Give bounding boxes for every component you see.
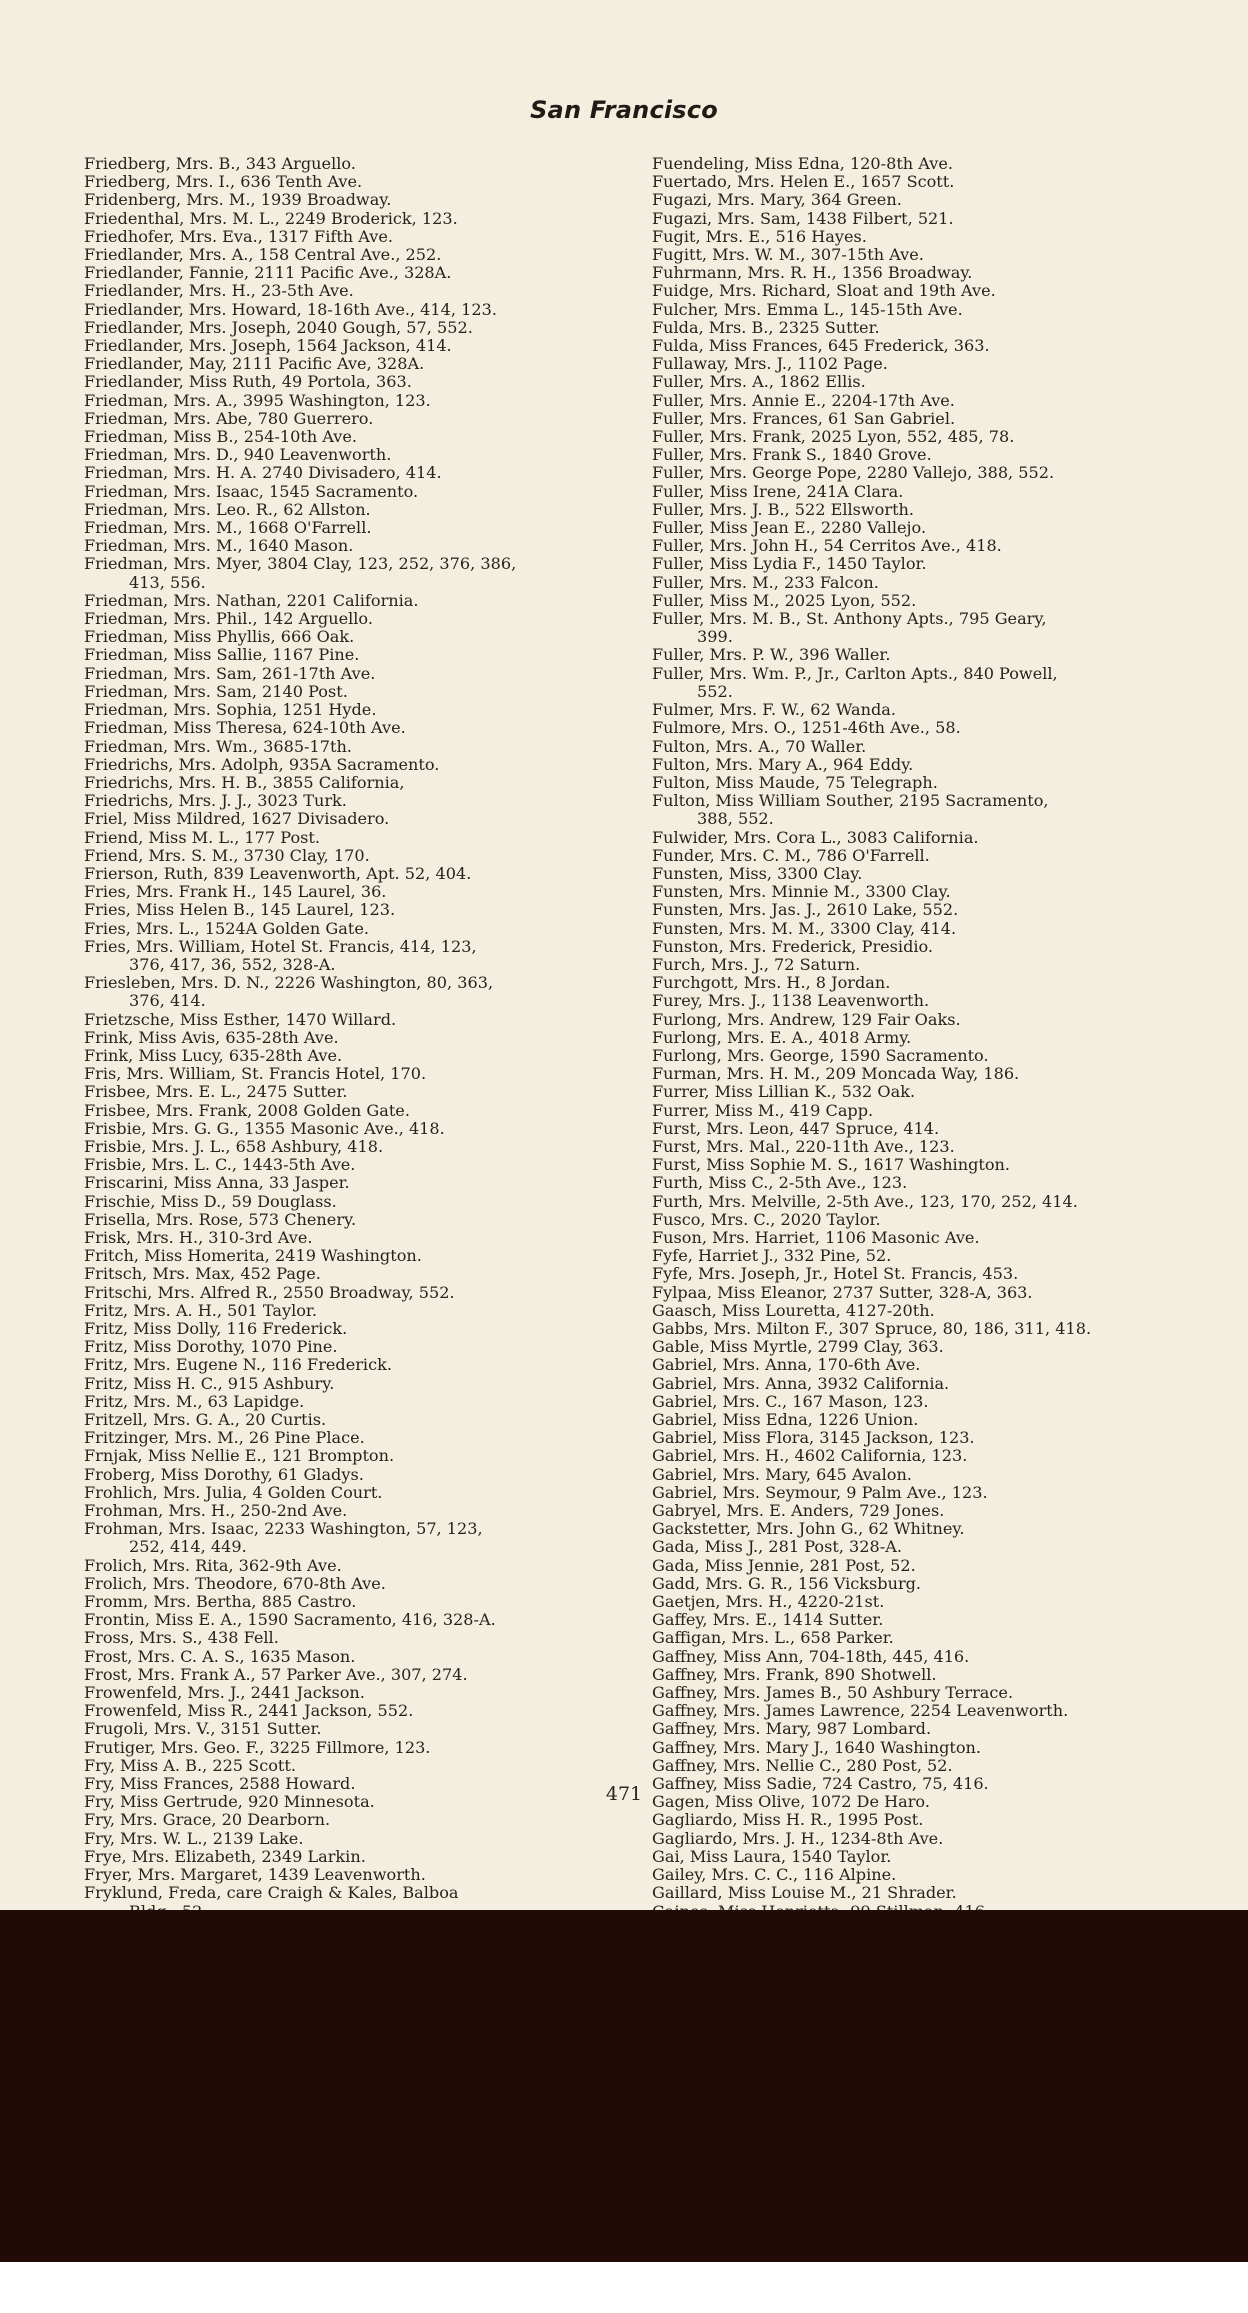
directory-entry: Gaffney, Mrs. James Lawrence, 2254 Leavenworth. [652,1701,1069,1721]
directory-entry: Gaasch, Miss Louretta, 4127-20th. [652,1300,935,1320]
directory-entry: Fross, Mrs. S., 438 Fell. [84,1628,279,1648]
directory-entry: Friedman, Miss Phyllis, 666 Oak. [84,627,355,647]
directory-entry: Fuller, Mrs. J. B., 522 Ellsworth. [652,499,915,519]
directory-entry: Gaffney, Mrs. Frank, 890 Shotwell. [652,1664,937,1684]
directory-entry: Frohlich, Mrs. Julia, 4 Golden Court. [84,1482,383,1502]
directory-entry: Friedrichs, Mrs. J. J., 3023 Turk. [84,791,347,811]
directory-entry: Furst, Miss Sophie M. S., 1617 Washington. [652,1155,1011,1175]
directory-entry: Friedman, Mrs. Abe, 780 Guerrero. [84,408,374,428]
directory-entry: Frink, Miss Lucy, 635-28th Ave. [84,1045,343,1065]
directory-entry: Friedlander, Mrs. A., 158 Central Ave., 252. [84,245,442,265]
directory-entry: Fuertado, Mrs. Helen E., 1657 Scott. [652,172,955,192]
directory-entry: Furlong, Mrs. George, 1590 Sacramento. [652,1045,989,1065]
directory-entry: Friedman, Mrs. Myer, 3804 Clay, 123, 252, 376, 386, 413, 556. [84,554,517,592]
directory-entry: Furey, Mrs. J., 1138 Leavenworth. [652,991,930,1011]
directory-entry: Friscarini, Miss Anna, 33 Jasper. [84,1173,350,1193]
directory-entry: Fritch, Miss Homerita, 2419 Washington. [84,1246,422,1266]
directory-entry: Friedlander, May, 2111 Pacific Ave, 328A. [84,354,425,374]
directory-entry: Frisella, Mrs. Rose, 573 Chenery. [84,1209,357,1229]
directory-entry: Furman, Mrs. H. M., 209 Moncada Way, 186. [652,1064,1020,1084]
directory-entry: Gada, Miss J., 281 Post, 328-A. [652,1537,902,1557]
directory-entry: Furth, Mrs. Melville, 2-5th Ave., 123, 170, 252, 414. [652,1191,1078,1211]
directory-entry: Gaffey, Mrs. E., 1414 Sutter. [652,1610,884,1630]
directory-entry: Gabriel, Miss Flora, 3145 Jackson, 123. [652,1428,975,1448]
directory-entry: Fulton, Miss William Souther, 2195 Sacramento, 388, 552. [652,791,1049,829]
directory-entry: Frietzsche, Miss Esther, 1470 Willard. [84,1009,397,1029]
directory-entry: Gada, Miss Jennie, 281 Post, 52. [652,1555,916,1575]
directory-entry: Friedlander, Miss Ruth, 49 Portola, 363. [84,372,412,392]
directory-entry: Furrer, Miss M., 419 Capp. [652,1100,874,1120]
directory-entry: Fry, Mrs. Grace, 20 Dearborn. [84,1810,331,1830]
directory-entry: Gagen, Miss Olive, 1072 De Haro. [652,1792,930,1812]
directory-entry: Gabryel, Mrs. E. Anders, 729 Jones. [652,1501,945,1521]
directory-entry: Friedlander, Fannie, 2111 Pacific Ave., 328A. [84,263,452,283]
directory-entry: Friedman, Mrs. M., 1640 Mason. [84,536,354,556]
directory-entry: Frolich, Mrs. Rita, 362-9th Ave. [84,1555,342,1575]
directory-entry: Gaffney, Mrs. Mary, 987 Lombard. [652,1719,932,1739]
directory-entry: Friedman, Mrs. Sam, 261-17th Ave. [84,663,376,683]
directory-entry: Gaffney, Mrs. Mary J., 1640 Washington. [652,1737,982,1757]
directory-entry: Frohman, Mrs. H., 250-2nd Ave. [84,1501,348,1521]
directory-entry: Fulton, Mrs. A., 70 Waller. [652,736,867,756]
directory-entry: Gai, Miss Laura, 1540 Taylor. [652,1846,892,1866]
directory-entry: Fromm, Mrs. Bertha, 885 Castro. [84,1592,357,1612]
directory-entry: Fylpaa, Miss Eleanor, 2737 Sutter, 328-A, 363. [652,1282,1033,1302]
directory-entry: Fries, Miss Helen B., 145 Laurel, 123. [84,900,396,920]
directory-entry: Fulwider, Mrs. Cora L., 3083 California. [652,827,979,847]
directory-entry: Fugit, Mrs. E., 516 Hayes. [652,226,867,246]
directory-entry: Frost, Mrs. C. A. S., 1635 Mason. [84,1646,356,1666]
directory-entry: Friedman, Mrs. Sophia, 1251 Hyde. [84,700,377,720]
directory-entry: Fulda, Mrs. B., 2325 Sutter. [652,317,880,337]
directory-entry: Fryer, Mrs. Margaret, 1439 Leavenworth. [84,1865,426,1885]
directory-entry: Frowenfeld, Miss R., 2441 Jackson, 552. [84,1701,414,1721]
directory-entry: Fuendeling, Miss Edna, 120-8th Ave. [652,154,953,173]
directory-entry: Fugitt, Mrs. W. M., 307-15th Ave. [652,245,924,265]
scan-border [0,2262,1248,2313]
scanner-backing [0,1910,1248,2313]
directory-entry: Fusco, Mrs. C., 2020 Taylor. [652,1209,881,1229]
left-column [84,155,639,1957]
directory-entry: Frierson, Ruth, 839 Leavenworth, Apt. 52, 404. [84,863,472,883]
directory-entry: Fry, Miss Gertrude, 920 Minnesota. [84,1792,375,1812]
directory-entry: Fuller, Mrs. John H., 54 Cerritos Ave., 418. [652,536,1002,556]
directory-entry: Friedman, Mrs. H. A. 2740 Divisadero, 414. [84,463,442,483]
directory-entry: Fritz, Mrs. M., 63 Lapidge. [84,1391,305,1411]
directory-entry: Gabriel, Mrs. Seymour, 9 Palm Ave., 123. [652,1482,988,1502]
directory-entry: Friedman, Miss B., 254-10th Ave. [84,427,358,447]
directory-entry: Friend, Miss M. L., 177 Post. [84,827,320,847]
directory-entry: Gaffney, Mrs. James B., 50 Ashbury Terrace. [652,1683,1014,1703]
directory-entry: Frink, Miss Avis, 635-28th Ave. [84,1027,339,1047]
page-number: 471 [605,1783,643,1805]
directory-entry: Frisbee, Mrs. E. L., 2475 Sutter. [84,1082,348,1102]
directory-entry: Friedman, Mrs. Nathan, 2201 California. [84,590,419,610]
directory-entry: Gabriel, Mrs. H., 4602 California, 123. [652,1446,968,1466]
directory-entry: Fridenberg, Mrs. M., 1939 Broadway. [84,190,392,210]
page-title: San Francisco [530,96,718,124]
directory-entry: Gaffney, Miss Ann, 704-18th, 445, 416. [652,1646,970,1666]
directory-entry: Gackstetter, Mrs. John G., 62 Whitney. [652,1519,965,1539]
directory-entry: Frischie, Miss D., 59 Douglass. [84,1191,337,1211]
directory-entry: Friedrichs, Mrs. Adolph, 935A Sacramento. [84,754,440,774]
directory-entry: Fris, Mrs. William, St. Francis Hotel, 170. [84,1064,427,1084]
directory-entry: Fullaway, Mrs. J., 1102 Page. [652,354,888,374]
directory-entry: Fugazi, Mrs. Mary, 364 Green. [652,190,902,210]
directory-entry: Fuller, Miss Jean E., 2280 Vallejo. [652,518,927,538]
directory-entry: Furth, Miss C., 2-5th Ave., 123. [652,1173,908,1193]
directory-entry: Friesleben, Mrs. D. N., 2226 Washington, 80, 363, 376, 414. [84,973,494,1011]
directory-entry: Friel, Miss Mildred, 1627 Divisadero. [84,809,390,829]
directory-entry: Friedenthal, Mrs. M. L., 2249 Broderick, 123. [84,208,458,228]
directory-entry: Fry, Miss A. B., 225 Scott. [84,1755,296,1775]
directory-entry: Friedman, Mrs. Phil., 142 Arguello. [84,609,373,629]
directory-entry: Fritschi, Mrs. Alfred R., 2550 Broadway, 552. [84,1282,455,1302]
directory-entry: Gable, Miss Myrtle, 2799 Clay, 363. [652,1337,944,1357]
directory-entry: Gabriel, Mrs. C., 167 Mason, 123. [652,1391,929,1411]
directory-entry: Fulda, Miss Frances, 645 Frederick, 363. [652,336,990,356]
directory-entry: Frisbie, Mrs. J. L., 658 Ashbury, 418. [84,1136,384,1156]
directory-entry: Gabriel, Mrs. Anna, 3932 California. [652,1373,950,1393]
directory-entry: Fuller, Mrs. Annie E., 2204-17th Ave. [652,390,955,410]
directory-entry: Gabriel, Mrs. Mary, 645 Avalon. [652,1464,912,1484]
directory-entry: Frost, Mrs. Frank A., 57 Parker Ave., 307, 274. [84,1664,468,1684]
directory-entry: Gadd, Mrs. G. R., 156 Vicksburg. [652,1573,922,1593]
directory-entry: Gaetjen, Mrs. H., 4220-21st. [652,1592,885,1612]
directory-entry: Frolich, Mrs. Theodore, 670-8th Ave. [84,1573,386,1593]
directory-entry: Fugazi, Mrs. Sam, 1438 Filbert, 521. [652,208,954,228]
directory-entry: Friedman, Mrs. Sam, 2140 Post. [84,681,348,701]
directory-entry: Furlong, Mrs. Andrew, 129 Fair Oaks. [652,1009,961,1029]
directory-entry: Frye, Mrs. Elizabeth, 2349 Larkin. [84,1846,366,1866]
directory-entry: Fuidge, Mrs. Richard, Sloat and 19th Ave. [652,281,996,301]
directory-entry: Friedman, Miss Sallie, 1167 Pine. [84,645,360,665]
directory-entry: Fulton, Miss Maude, 75 Telegraph. [652,772,938,792]
directory-entry: Funsten, Miss, 3300 Clay. [652,863,863,883]
directory-entry: Fryklund, Freda, care Craigh & Kales, Balboa [84,1883,459,1903]
directory-entry: Gabbs, Mrs. Milton F., 307 Spruce, 80, 186, 311, 418. [652,1319,1092,1338]
directory-entry: Frutiger, Mrs. Geo. F., 3225 Fillmore, 123. [84,1737,431,1757]
directory-entry: Funder, Mrs. C. M., 786 O'Farrell. [652,845,930,865]
directory-entry: Fulton, Mrs. Mary A., 964 Eddy. [652,754,914,774]
directory-entry: Fuller, Mrs. M., 233 Falcon. [652,572,879,592]
directory-entry: Fritsch, Mrs. Max, 452 Page. [84,1264,321,1284]
directory-entry: Gagliardo, Miss H. R., 1995 Post. [652,1810,924,1830]
directory-entry: Gaffney, Mrs. Nellie C., 280 Post, 52. [652,1755,953,1775]
directory-entry: Friedrichs, Mrs. H. B., 3855 California, [84,772,405,792]
directory-entry: Fuller, Mrs. P. W., 396 Waller. [652,645,891,665]
directory-entry: Fritzell, Mrs. G. A., 20 Curtis. [84,1410,327,1430]
directory-entry: Frisbie, Mrs. G. G., 1355 Masonic Ave., 418. [84,1118,445,1138]
directory-entry: Fuson, Mrs. Harriet, 1106 Masonic Ave. [652,1227,980,1247]
directory-entry: Friedman, Mrs. Isaac, 1545 Sacramento. [84,481,419,501]
directory-entry: Fuller, Mrs. Frank S., 1840 Grove. [652,445,932,465]
directory-entry: Fritz, Miss Dorothy, 1070 Pine. [84,1337,338,1357]
directory-entry: Fulmore, Mrs. O., 1251-46th Ave., 58. [652,718,961,738]
directory-entry: Friedberg, Mrs. I., 636 Tenth Ave. [84,172,363,192]
directory-entry: Frohman, Mrs. Isaac, 2233 Washington, 57, 123, 252, 414, 449. [84,1519,483,1557]
directory-entry: Fuller, Miss Irene, 241A Clara. [652,481,904,501]
directory-entry: Fuhrmann, Mrs. R. H., 1356 Broadway. [652,263,973,283]
directory-entry: Furst, Mrs. Mal., 220-11th Ave., 123. [652,1136,955,1156]
directory-entry: Friedman, Mrs. D., 940 Leavenworth. [84,445,392,465]
directory-entry: Fries, Mrs. William, Hotel St. Francis, 414, 123, 376, 417, 36, 552, 328-A. [84,936,477,974]
directory-entry: Furrer, Miss Lillian K., 532 Oak. [652,1082,916,1102]
directory-entry: Fries, Mrs. L., 1524A Golden Gate. [84,918,369,938]
directory-entry: Fuller, Miss Lydia F., 1450 Taylor. [652,554,927,574]
directory-entry: Friedhofer, Mrs. Eva., 1317 Fifth Ave. [84,226,393,246]
directory-entry: Funsten, Mrs. M. M., 3300 Clay, 414. [652,918,957,938]
directory-entry: Fuller, Mrs. A., 1862 Ellis. [652,372,866,392]
directory-entry: Fuller, Mrs. Wm. P., Jr., Carlton Apts., 840 Powell, 552. [652,663,1058,701]
directory-entry: Furst, Mrs. Leon, 447 Spruce, 414. [652,1118,940,1138]
directory-entry: Friedlander, Mrs. Howard, 18-16th Ave., 414, 123. [84,299,497,319]
directory-entry: Fuller, Mrs. George Pope, 2280 Vallejo, 388, 552. [652,463,1055,483]
directory-entry: Friedberg, Mrs. B., 343 Arguello. [84,154,356,173]
directory-entry: Fry, Mrs. W. L., 2139 Lake. [84,1828,304,1848]
directory-entry: Frisbie, Mrs. L. C., 1443-5th Ave. [84,1155,356,1175]
directory-entry: Furch, Mrs. J., 72 Saturn. [652,954,861,974]
directory-entry: Friedman, Mrs. A., 3995 Washington, 123. [84,390,431,410]
directory-entry: Gaillard, Miss Louise M., 21 Shrader. [652,1883,957,1903]
directory-entry: Fulmer, Mrs. F. W., 62 Wanda. [652,700,896,720]
directory-entry: Frontin, Miss E. A., 1590 Sacramento, 416, 328-A. [84,1610,496,1630]
directory-entry: Friedman, Mrs. Leo. R., 62 Allston. [84,499,371,519]
directory-entry: Furchgott, Mrs. H., 8 Jordan. [652,973,891,993]
directory-entry: Friedman, Mrs. M., 1668 O'Farrell. [84,518,372,538]
directory-entry: Frugoli, Mrs. V., 3151 Sutter. [84,1719,322,1739]
directory-entry: Friedlander, Mrs. H., 23-5th Ave. [84,281,354,301]
directory-entry: Frnjak, Miss Nellie E., 121 Brompton. [84,1446,395,1466]
directory-entry: Gabriel, Mrs. Anna, 170-6th Ave. [652,1355,921,1375]
directory-entry: Gaffigan, Mrs. L., 658 Parker. [652,1628,894,1648]
directory-entry: Furlong, Mrs. E. A., 4018 Army. [652,1027,912,1047]
directory-entry: Friedman, Miss Theresa, 624-10th Ave. [84,718,406,738]
right-column [652,155,1192,1939]
directory-entry: Fuller, Mrs. Frank, 2025 Lyon, 552, 485, 78. [652,427,1015,447]
directory-entry: Fulcher, Mrs. Emma L., 145-15th Ave. [652,299,963,319]
directory-entry: Funsten, Mrs. Minnie M., 3300 Clay. [652,882,951,902]
directory-entry: Fritz, Mrs. A. H., 501 Taylor. [84,1300,317,1320]
directory-entry: Friedlander, Mrs. Joseph, 2040 Gough, 57, 552. [84,317,473,337]
directory-entry: Fuller, Mrs. Frances, 61 San Gabriel. [652,408,956,428]
directory-entry: Funsten, Mrs. Jas. J., 2610 Lake, 552. [652,900,959,920]
directory-entry: Gabriel, Miss Edna, 1226 Union. [652,1410,919,1430]
directory-entry: Fritz, Miss Dolly, 116 Frederick. [84,1319,348,1338]
directory-entry: Friend, Mrs. S. M., 3730 Clay, 170. [84,845,370,865]
directory-entry: Funston, Mrs. Frederick, Presidio. [652,936,934,956]
directory-entry: Frisbee, Mrs. Frank, 2008 Golden Gate. [84,1100,410,1120]
directory-entry: Gaffney, Miss Sadie, 724 Castro, 75, 416. [652,1774,989,1794]
directory-entry: Friedman, Mrs. Wm., 3685-17th. [84,736,352,756]
directory-entry: Fyfe, Harriet J., 332 Pine, 52. [652,1246,892,1266]
directory-entry: Fritz, Mrs. Eugene N., 116 Frederick. [84,1355,392,1375]
directory-entry: Friedlander, Mrs. Joseph, 1564 Jackson, 414. [84,336,452,356]
directory-entry: Gagliardo, Mrs. J. H., 1234-8th Ave. [652,1828,944,1848]
directory-entry: Gailey, Mrs. C. C., 116 Alpine. [652,1865,897,1885]
directory-entry: Fyfe, Mrs. Joseph, Jr., Hotel St. Francis, 453. [652,1264,1019,1284]
directory-entry: Fries, Mrs. Frank H., 145 Laurel, 36. [84,882,387,902]
directory-entry: Fuller, Mrs. M. B., St. Anthony Apts., 795 Geary, 399. [652,609,1047,647]
directory-entry: Fuller, Miss M., 2025 Lyon, 552. [652,590,917,610]
directory-entry: Fry, Miss Frances, 2588 Howard. [84,1774,356,1794]
directory-entry: Frowenfeld, Mrs. J., 2441 Jackson. [84,1683,365,1703]
directory-entry: Fritz, Miss H. C., 915 Ashbury. [84,1373,335,1393]
directory-entry: Fritzinger, Mrs. M., 26 Pine Place. [84,1428,365,1448]
directory-entry: Froberg, Miss Dorothy, 61 Gladys. [84,1464,364,1484]
directory-entry: Frisk, Mrs. H., 310-3rd Ave. [84,1227,313,1247]
